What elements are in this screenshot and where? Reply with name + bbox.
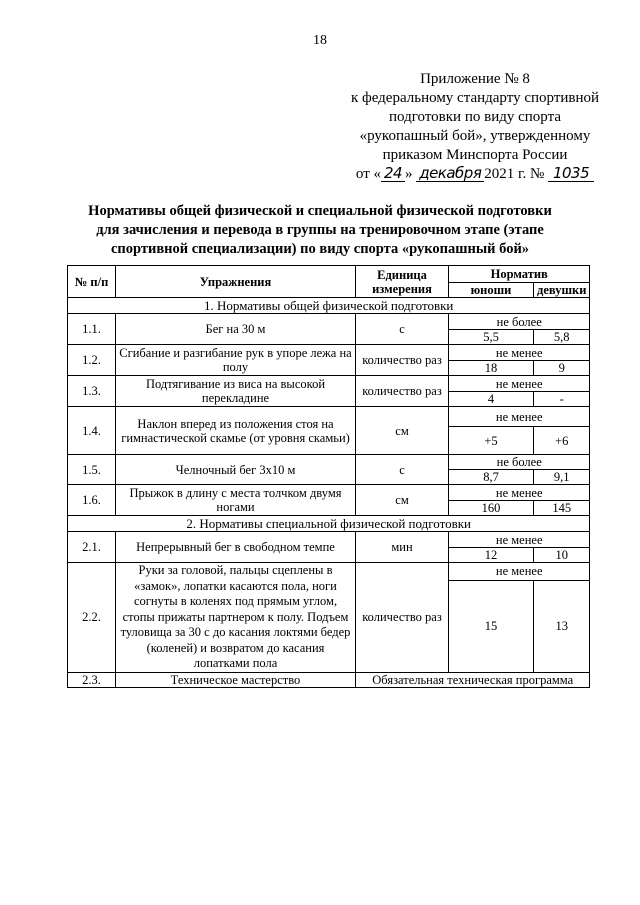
row-girls-value: +6 (534, 427, 590, 455)
document-title (60, 202, 580, 259)
title-line-3: спортивной специализации) по виду спорта «рукопашный бой» (110, 241, 530, 257)
row-boys-value: 8,7 (449, 470, 534, 485)
order-number-handwritten: 1035 (548, 165, 594, 182)
norms-table (67, 265, 590, 688)
row-boys-value: 160 (449, 501, 534, 516)
table-row (68, 455, 590, 470)
row-num: 1.5. (68, 455, 116, 485)
row-num: 2.1. (68, 532, 116, 563)
annex-block (330, 70, 620, 184)
row-exercise: Непрерывный бег в свободном темпе (116, 532, 356, 563)
row-condition: не менее (449, 407, 590, 427)
row-unit: с (356, 455, 449, 485)
row-condition: не менее (449, 485, 590, 501)
row-num: 1.2. (68, 345, 116, 376)
annex-line-2: к федеральному стандарту спортивной (350, 90, 600, 106)
table-row (68, 563, 590, 581)
row-exercise: Наклон вперед из положения стоя на гимнастической скамье (от уровня скамьи) (116, 407, 356, 455)
row-num: 2.3. (68, 672, 116, 687)
section-1-heading: 1. Нормативы общей физической подготовки (68, 298, 590, 314)
header-num: № п/п (68, 266, 116, 298)
annex-title: Приложение № 8 (420, 71, 530, 87)
row-program: Обязательная техническая программа (356, 672, 590, 687)
order-quote-close: » (405, 166, 413, 182)
table-row (68, 532, 590, 548)
row-exercise: Бег на 30 м (116, 314, 356, 345)
row-condition: не более (449, 455, 590, 470)
row-condition: не менее (449, 376, 590, 392)
row-num: 1.4. (68, 407, 116, 455)
row-unit: количество раз (356, 563, 449, 673)
row-num: 1.6. (68, 485, 116, 516)
row-girls-value: 13 (534, 580, 590, 672)
row-boys-value: 15 (449, 580, 534, 672)
row-num: 2.2. (68, 563, 116, 673)
row-girls-value: 145 (534, 501, 590, 516)
header-exercise: Упражнения (116, 266, 356, 298)
row-exercise: Руки за головой, пальцы сцеплены в «замок», лопатки касаются пола, ноги согнуты в коленях под прямым углом, стопы прижаты партнером к полу. Подъем туловища за 30 с до касания локтями бедер (коленей) и возвратом до касания лопатками пола (116, 563, 356, 673)
row-girls-value: 9 (534, 361, 590, 376)
table-row (68, 485, 590, 501)
row-num: 1.3. (68, 376, 116, 407)
table-row (68, 314, 590, 330)
row-exercise: Сгибание и разгибание рук в упоре лежа на полу (116, 345, 356, 376)
row-num: 1.1. (68, 314, 116, 345)
row-girls-value: 5,8 (534, 330, 590, 345)
row-girls-value: - (534, 392, 590, 407)
row-unit: количество раз (356, 376, 449, 407)
annex-order-line (330, 165, 620, 184)
row-unit: количество раз (356, 345, 449, 376)
annex-line-5: приказом Минспорта России (382, 147, 568, 163)
order-day-handwritten: 24 (381, 165, 405, 182)
row-unit: с (356, 314, 449, 345)
order-year: 2021 г. № (484, 166, 545, 182)
table-row (68, 345, 590, 361)
row-condition: не менее (449, 532, 590, 548)
row-exercise: Подтягивание из виса на высокой перекладине (116, 376, 356, 407)
row-unit: мин (356, 532, 449, 563)
section-2-heading: 2. Нормативы специальной физической подготовки (68, 516, 590, 532)
title-line-2: для зачисления и перевода в группы на тренировочном этапе (этапе (96, 222, 544, 238)
row-exercise: Челночный бег 3х10 м (116, 455, 356, 485)
annex-line-3: подготовки по виду спорта (389, 109, 561, 125)
row-boys-value: 12 (449, 548, 534, 563)
row-girls-value: 9,1 (534, 470, 590, 485)
row-boys-value: +5 (449, 427, 534, 455)
annex-line-4: «рукопашный бой», утвержденному (359, 128, 591, 144)
row-unit: см (356, 407, 449, 455)
header-boys: юноши (449, 283, 534, 298)
row-unit: см (356, 485, 449, 516)
table-row (68, 407, 590, 427)
row-boys-value: 18 (449, 361, 534, 376)
table-row (68, 376, 590, 392)
row-boys-value: 4 (449, 392, 534, 407)
row-condition: не менее (449, 563, 590, 581)
header-norm: Норматив (449, 266, 590, 283)
row-condition: не менее (449, 345, 590, 361)
page-number: 18 (313, 33, 327, 48)
row-exercise: Прыжок в длину с места толчком двумя ногами (116, 485, 356, 516)
row-girls-value: 10 (534, 548, 590, 563)
title-line-1: Нормативы общей физической и специальной физической подготовки (88, 203, 552, 219)
table-row (68, 672, 590, 687)
row-boys-value: 5,5 (449, 330, 534, 345)
order-from-prefix: от « (355, 166, 382, 182)
header-unit: Единица измерения (356, 266, 449, 298)
order-month-handwritten: декабря (416, 165, 484, 182)
header-girls: девушки (534, 283, 590, 298)
row-condition: не более (449, 314, 590, 330)
row-exercise: Техническое мастерство (116, 672, 356, 687)
